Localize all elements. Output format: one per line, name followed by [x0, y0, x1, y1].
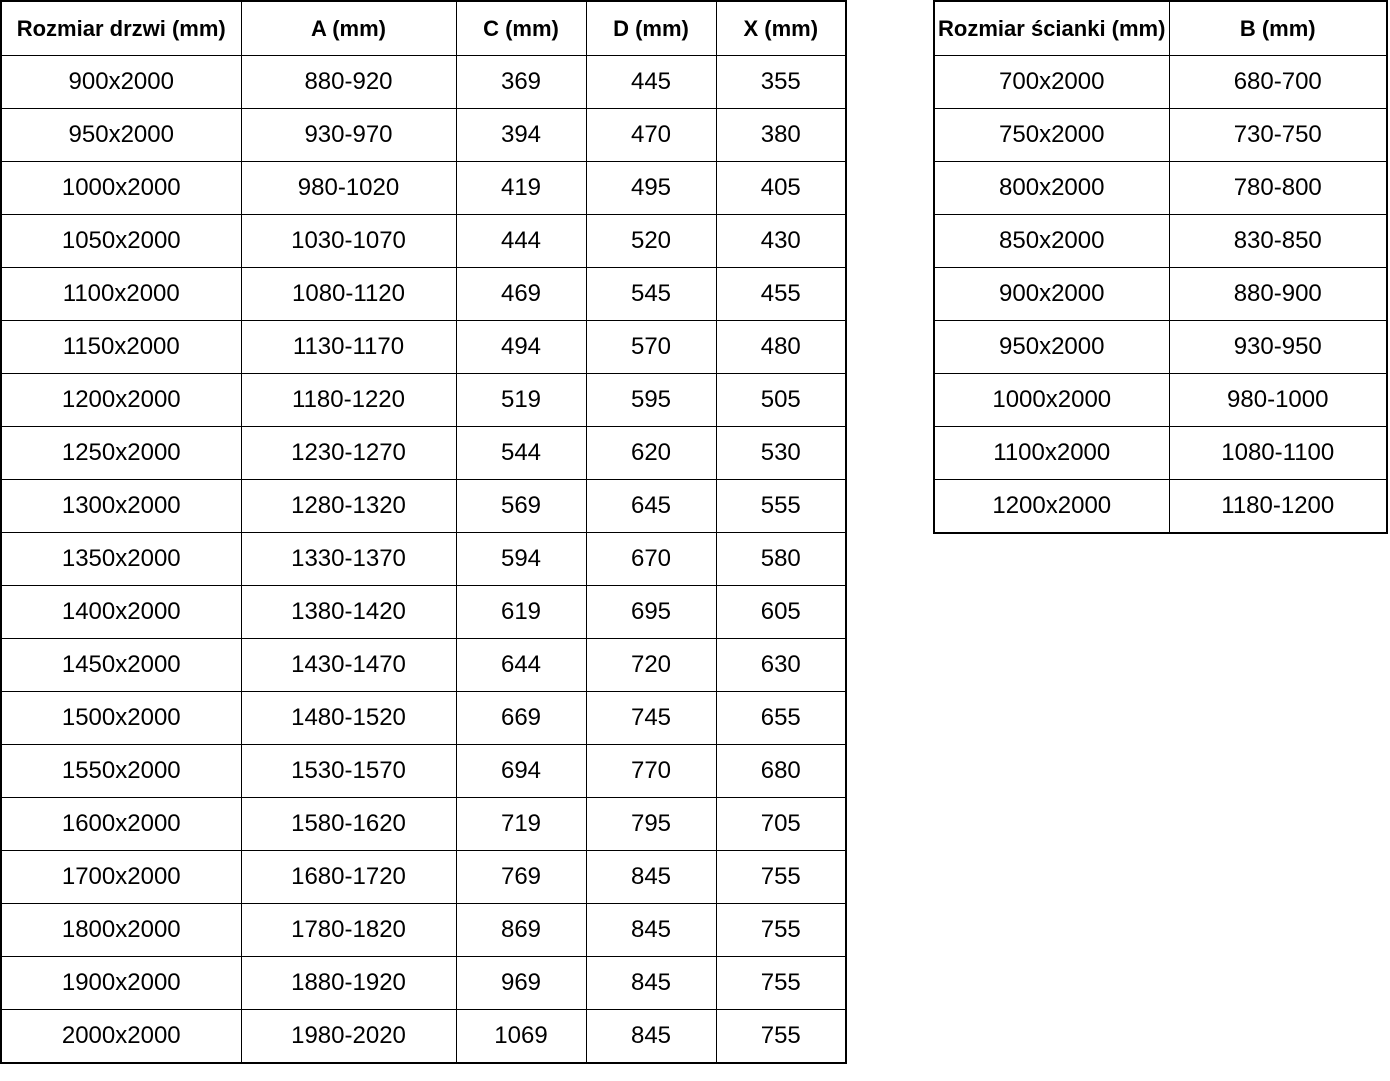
table-row [1, 109, 846, 162]
table-cell: 530 [716, 427, 846, 480]
table-cell: 900x2000 [1, 56, 241, 109]
table-cell: 850x2000 [934, 215, 1169, 268]
table-row [934, 374, 1387, 427]
table-row [1, 586, 846, 639]
table-cell: 1000x2000 [1, 162, 241, 215]
table-cell: 655 [716, 692, 846, 745]
table-cell: 769 [456, 851, 586, 904]
table-cell: 1200x2000 [934, 480, 1169, 534]
table-cell: 544 [456, 427, 586, 480]
panel-table-header-rozmiar-scianki: Rozmiar ścianki (mm) [934, 1, 1169, 56]
table-row [934, 427, 1387, 480]
table-cell: 780-800 [1169, 162, 1387, 215]
table-row [1, 374, 846, 427]
table-row [1, 427, 846, 480]
table-cell: 930-950 [1169, 321, 1387, 374]
table-header-row [934, 1, 1387, 56]
table-cell: 845 [586, 957, 716, 1010]
table-cell: 570 [586, 321, 716, 374]
table-cell: 1530-1570 [241, 745, 456, 798]
table-row [934, 109, 1387, 162]
table-cell: 930-970 [241, 109, 456, 162]
table-cell: 845 [586, 851, 716, 904]
table-cell: 580 [716, 533, 846, 586]
table-cell: 1200x2000 [1, 374, 241, 427]
table-cell: 1380-1420 [241, 586, 456, 639]
table-cell: 1900x2000 [1, 957, 241, 1010]
table-cell: 630 [716, 639, 846, 692]
table-cell: 950x2000 [1, 109, 241, 162]
table-row [934, 480, 1387, 534]
table-cell: 1130-1170 [241, 321, 456, 374]
table-cell: 695 [586, 586, 716, 639]
table-cell: 980-1020 [241, 162, 456, 215]
door-table-header-c: C (mm) [456, 1, 586, 56]
table-cell: 495 [586, 162, 716, 215]
table-cell: 950x2000 [934, 321, 1169, 374]
table-cell: 800x2000 [934, 162, 1169, 215]
table-cell: 830-850 [1169, 215, 1387, 268]
table-cell: 445 [586, 56, 716, 109]
table-header-row [1, 1, 846, 56]
table-cell: 555 [716, 480, 846, 533]
table-cell: 845 [586, 904, 716, 957]
table-cell: 1350x2000 [1, 533, 241, 586]
table-cell: 645 [586, 480, 716, 533]
table-cell: 355 [716, 56, 846, 109]
table-row [1, 215, 846, 268]
table-cell: 595 [586, 374, 716, 427]
table-cell: 444 [456, 215, 586, 268]
table-cell: 750x2000 [934, 109, 1169, 162]
table-row [1, 56, 846, 109]
table-cell: 880-920 [241, 56, 456, 109]
table-cell: 1700x2000 [1, 851, 241, 904]
table-cell: 430 [716, 215, 846, 268]
table-cell: 394 [456, 109, 586, 162]
table-cell: 1230-1270 [241, 427, 456, 480]
table-cell: 1069 [456, 1010, 586, 1064]
table-cell: 680-700 [1169, 56, 1387, 109]
table-cell: 480 [716, 321, 846, 374]
door-table-header-a: A (mm) [241, 1, 456, 56]
table-row [934, 215, 1387, 268]
table-cell: 1780-1820 [241, 904, 456, 957]
table-row [1, 904, 846, 957]
table-cell: 669 [456, 692, 586, 745]
table-row [1, 851, 846, 904]
table-cell: 605 [716, 586, 846, 639]
table-cell: 1500x2000 [1, 692, 241, 745]
table-cell: 755 [716, 904, 846, 957]
table-cell: 700x2000 [934, 56, 1169, 109]
table-cell: 1000x2000 [934, 374, 1169, 427]
table-row [1, 692, 846, 745]
table-cell: 1880-1920 [241, 957, 456, 1010]
table-cell: 505 [716, 374, 846, 427]
table-row [1, 268, 846, 321]
table-cell: 1480-1520 [241, 692, 456, 745]
table-cell: 755 [716, 957, 846, 1010]
table-cell: 1600x2000 [1, 798, 241, 851]
table-row [1, 745, 846, 798]
door-table-header-d: D (mm) [586, 1, 716, 56]
table-cell: 795 [586, 798, 716, 851]
table-cell: 730-750 [1169, 109, 1387, 162]
table-cell: 1550x2000 [1, 745, 241, 798]
table-cell: 1030-1070 [241, 215, 456, 268]
table-cell: 455 [716, 268, 846, 321]
table-cell: 1250x2000 [1, 427, 241, 480]
table-cell: 755 [716, 851, 846, 904]
table-cell: 569 [456, 480, 586, 533]
wall-panel-size-table [933, 0, 1388, 534]
door-table-header-x: X (mm) [716, 1, 846, 56]
table-cell: 705 [716, 798, 846, 851]
table-cell: 1980-2020 [241, 1010, 456, 1064]
table-cell: 419 [456, 162, 586, 215]
table-row [1, 533, 846, 586]
table-cell: 1180-1200 [1169, 480, 1387, 534]
table-cell: 900x2000 [934, 268, 1169, 321]
table-cell: 845 [586, 1010, 716, 1064]
table-cell: 380 [716, 109, 846, 162]
table-cell: 1800x2000 [1, 904, 241, 957]
table-cell: 594 [456, 533, 586, 586]
door-table-header-rozmiar-drzwi: Rozmiar drzwi (mm) [1, 1, 241, 56]
table-row [1, 480, 846, 533]
table-cell: 1400x2000 [1, 586, 241, 639]
table-cell: 1680-1720 [241, 851, 456, 904]
table-cell: 770 [586, 745, 716, 798]
table-cell: 1430-1470 [241, 639, 456, 692]
table-cell: 1080-1100 [1169, 427, 1387, 480]
table-cell: 720 [586, 639, 716, 692]
table-cell: 644 [456, 639, 586, 692]
table-cell: 694 [456, 745, 586, 798]
table-cell: 519 [456, 374, 586, 427]
table-row [934, 162, 1387, 215]
table-cell: 470 [586, 109, 716, 162]
table-cell: 545 [586, 268, 716, 321]
table-cell: 680 [716, 745, 846, 798]
table-cell: 1150x2000 [1, 321, 241, 374]
table-cell: 405 [716, 162, 846, 215]
panel-table-header-b: B (mm) [1169, 1, 1387, 56]
table-cell: 1330-1370 [241, 533, 456, 586]
table-row [1, 321, 846, 374]
table-cell: 755 [716, 1010, 846, 1064]
table-cell: 1100x2000 [1, 268, 241, 321]
table-cell: 969 [456, 957, 586, 1010]
table-cell: 1450x2000 [1, 639, 241, 692]
table-cell: 1580-1620 [241, 798, 456, 851]
table-cell: 2000x2000 [1, 1010, 241, 1064]
table-cell: 1100x2000 [934, 427, 1169, 480]
table-row [934, 268, 1387, 321]
table-cell: 1300x2000 [1, 480, 241, 533]
table-cell: 745 [586, 692, 716, 745]
table-cell: 619 [456, 586, 586, 639]
table-cell: 620 [586, 427, 716, 480]
table-cell: 880-900 [1169, 268, 1387, 321]
table-cell: 1280-1320 [241, 480, 456, 533]
table-cell: 670 [586, 533, 716, 586]
table-cell: 1080-1120 [241, 268, 456, 321]
table-cell: 520 [586, 215, 716, 268]
table-row [934, 321, 1387, 374]
table-row [1, 798, 846, 851]
table-cell: 369 [456, 56, 586, 109]
table-cell: 1180-1220 [241, 374, 456, 427]
table-row [1, 957, 846, 1010]
table-cell: 494 [456, 321, 586, 374]
table-cell: 1050x2000 [1, 215, 241, 268]
table-cell: 719 [456, 798, 586, 851]
table-cell: 469 [456, 268, 586, 321]
table-row [1, 162, 846, 215]
table-row [1, 1010, 846, 1064]
table-row [1, 639, 846, 692]
table-cell: 980-1000 [1169, 374, 1387, 427]
table-row [934, 56, 1387, 109]
table-cell: 869 [456, 904, 586, 957]
